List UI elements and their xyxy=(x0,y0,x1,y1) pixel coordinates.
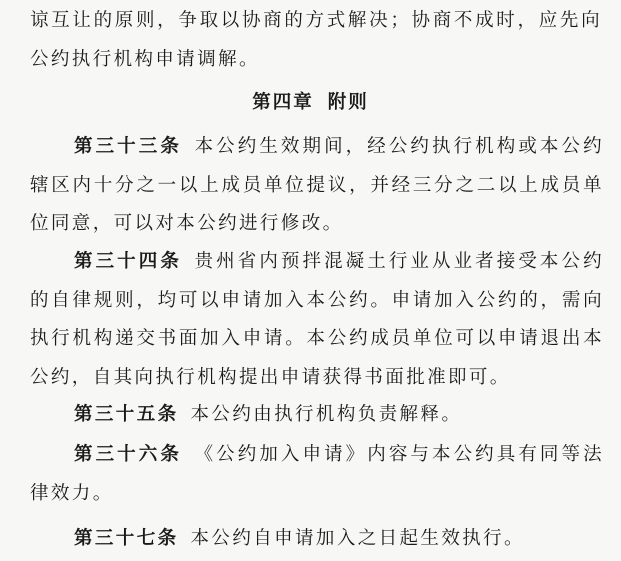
article-text: 贵州省内预拌混凝土行业从业者接受本公约的自律规则，均可以申请加入本公约。申请加入公约的，需向执行机构递交书面加入申请。本公约成员单位可以申请退出本公约，自其向执行机构提出申请获得书面批准即可。 xyxy=(30,251,604,388)
article-33 xyxy=(30,128,604,244)
article-text: 本公约生效期间，经公约执行机构或本公约辖区内十分之一以上成员单位提议，并经三分之二以上成员单位同意，可以对本公约进行修改。 xyxy=(30,136,604,234)
article-text: 《公约加入申请》内容与本公约具有同等法律效力。 xyxy=(30,444,604,504)
chapter-heading xyxy=(0,84,621,122)
article-35 xyxy=(30,396,604,435)
article-36 xyxy=(30,436,604,513)
chapter-number: 第四章 xyxy=(252,92,314,113)
article-text: 本公约自申请加入之日起生效执行。 xyxy=(190,528,525,549)
article-text: 本公约由执行机构负责解释。 xyxy=(190,404,463,425)
article-label: 第三十五条 xyxy=(74,404,179,425)
article-label: 第三十七条 xyxy=(74,528,179,549)
article-label: 第三十四条 xyxy=(74,251,182,272)
article-37 xyxy=(30,520,604,559)
continuation-paragraph: 谅互让的原则，争取以协商的方式解决；协商不成时，应先向公约执行机构申请调解。 xyxy=(30,10,602,70)
chapter-title: 附则 xyxy=(327,92,369,113)
article-34 xyxy=(30,243,604,397)
article-label: 第三十三条 xyxy=(74,136,182,157)
article-label: 第三十六条 xyxy=(74,444,182,465)
